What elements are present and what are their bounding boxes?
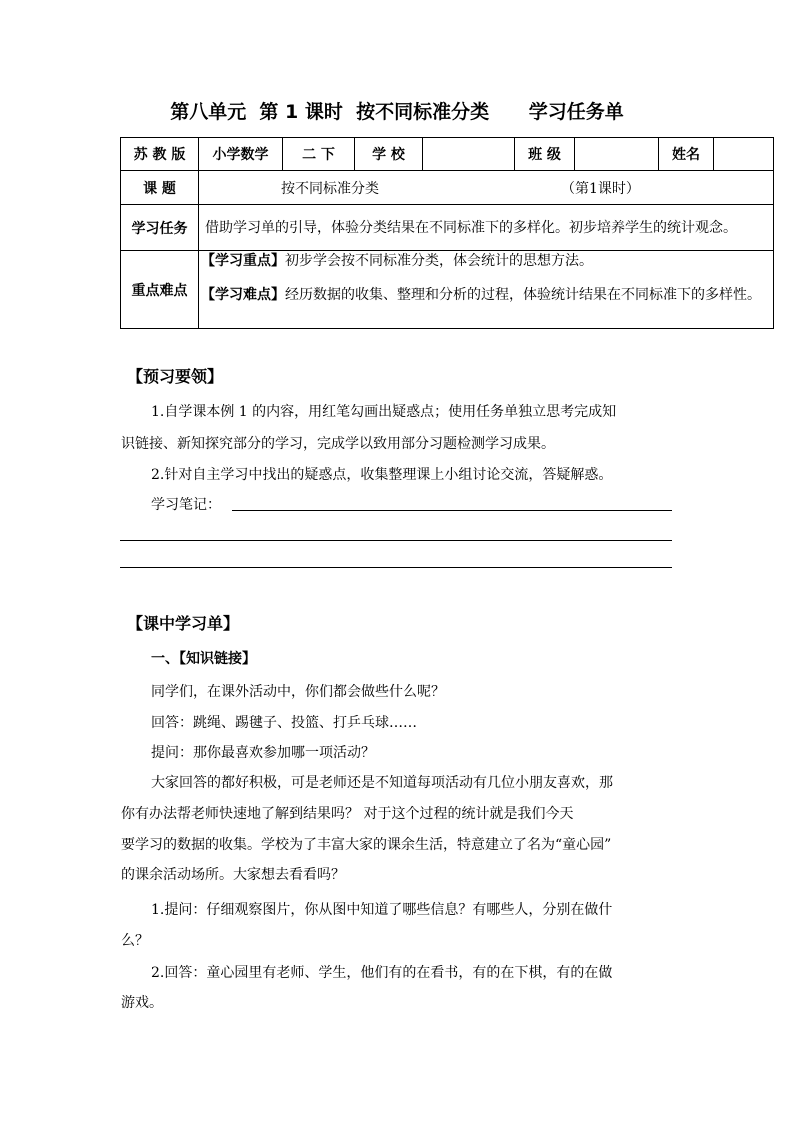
difficulty-text: 经历数据的收集、整理和分析的过程，体验统计结果在不同标准下的多样性。 [285,287,761,303]
school-label: 学 校 [355,138,423,171]
topic-cell [199,171,774,205]
preview-item1-line1: 1.自学课本例 1 的内容，用红笔勾画出疑惑点；使用任务单独立思考完成知 [151,404,617,420]
class-item2-line1: 2.回答：童心园里有老师、学生，他们有的在看书，有的在下棋，有的在做 [151,965,613,981]
key-points-cell [199,251,774,329]
publisher-label: 苏 教 版 [121,138,199,171]
paragraph-line-4: 的课余活动场所。大家想去看看吗？ [121,867,345,883]
class-item2-line2: 游戏。 [121,995,163,1011]
difficulty-tag: 【学习难点】 [201,287,285,303]
class-field[interactable] [575,138,659,171]
key-point-tag: 【学习重点】 [201,253,285,269]
class-label: 班 级 [515,138,575,171]
notes-line-1[interactable] [232,510,672,511]
paragraph-line-1: 大家回答的都好积极，可是老师还是不知道每项活动有几位小朋友喜欢，那 [151,775,613,791]
name-label: 姓名 [659,138,714,171]
topic-period: （第1课时） [561,180,640,197]
paragraph-line-3: 要学习的数据的收集。学校为了丰富大家的课余生活，特意建立了名为“童心园” [121,837,612,853]
preview-heading: 【预习要领】 [127,367,224,386]
page-title: 第八单元 第 1 课时 按不同标准分类 学习任务单 [170,101,624,123]
class-sheet-heading: 【课中学习单】 [127,614,240,633]
knowledge-link-heading: 一、【知识链接】 [151,651,256,667]
key-label: 重点难点 [121,251,199,329]
task-label: 学习任务 [121,205,199,251]
question-2: 提问：那你最喜欢参加哪一项活动？ [151,745,375,761]
subject-cell: 小学数学 [199,138,283,171]
info-table [120,137,774,329]
key-point-text: 初步学会按不同标准分类，体会统计的思想方法。 [285,253,593,269]
school-field[interactable] [423,138,515,171]
preview-item1-line2: 识链接、新知探究部分的学习，完成学以致用部分习题检测学习成果。 [121,436,555,452]
grade-cell: 二 下 [283,138,355,171]
topic-label: 课 题 [121,171,199,205]
class-item1-line2: 么？ [121,933,149,949]
topic-value: 按不同标准分类 [281,180,379,197]
preview-item2: 2.针对自主学习中找出的疑惑点，收集整理课上小组讨论交流，答疑解惑。 [151,467,613,483]
name-field[interactable] [714,138,774,171]
paragraph-line-2: 你有办法帮老师快速地了解到结果吗？ 对于这个过程的统计就是我们今天 [121,806,574,822]
notes-label: 学习笔记： [151,497,221,513]
notes-line-2[interactable] [120,540,672,541]
class-item1-line1: 1.提问：仔细观察图片，你从图中知道了哪些信息？有哪些人，分别在做什 [151,902,613,918]
task-text: 借助学习单的引导，体验分类结果在不同标准下的多样化。初步培养学生的统计观念。 [199,205,774,251]
notes-line-3[interactable] [120,567,672,568]
question-1: 同学们，在课外活动中，你们都会做些什么呢？ [151,684,445,700]
answer-1: 回答：跳绳、踢毽子、投篮、打乒乓球…… [151,715,417,731]
